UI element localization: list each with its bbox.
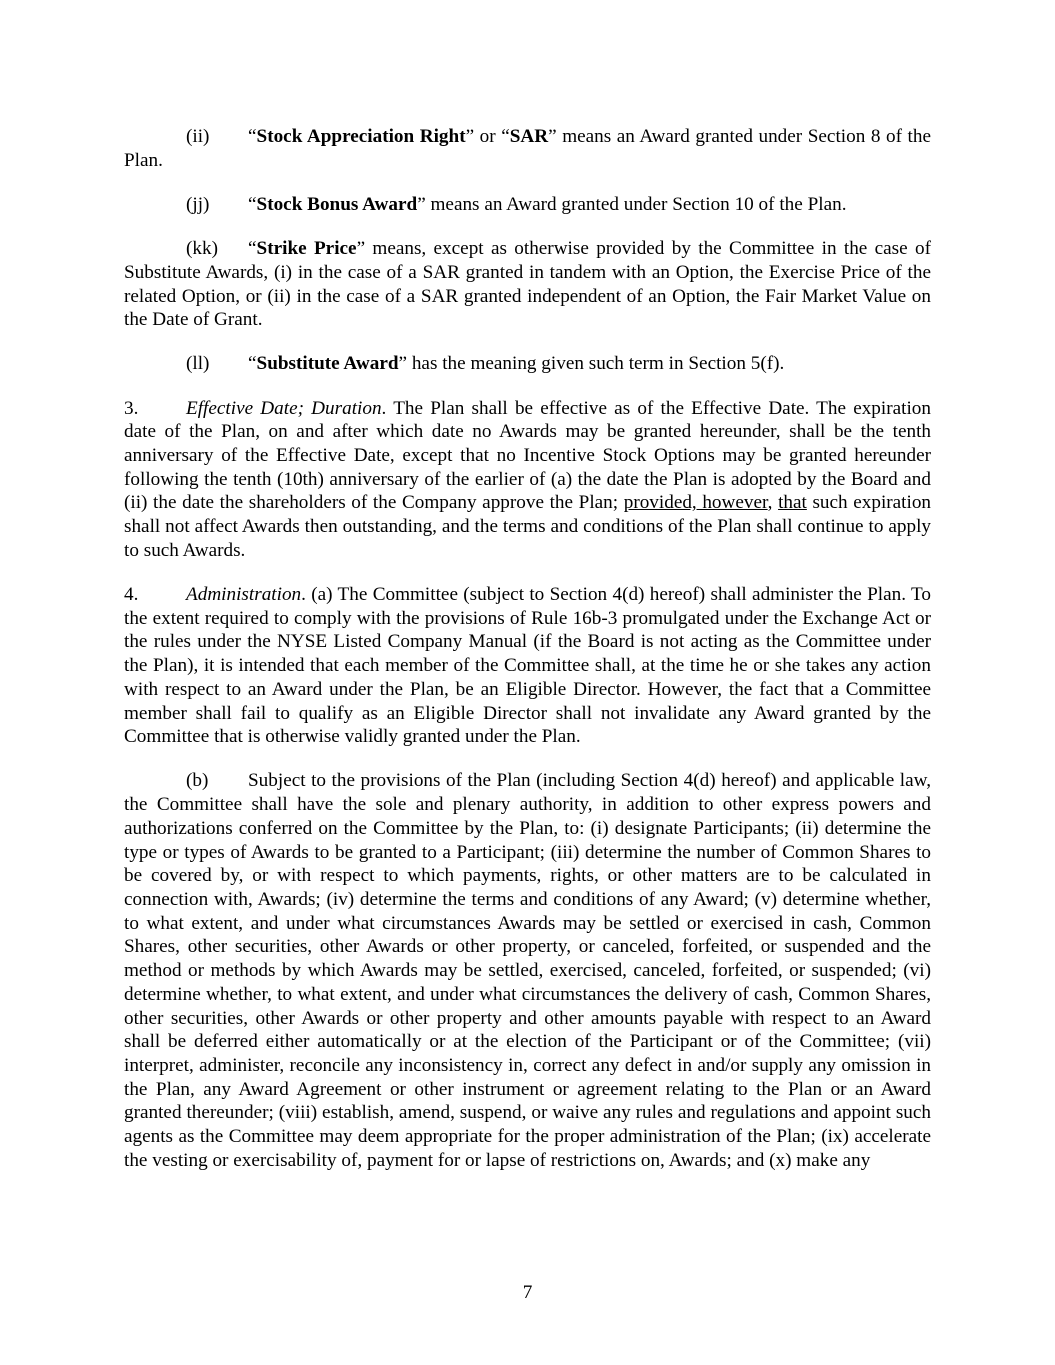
connector-text: ” or “: [465, 126, 510, 147]
definition-text: ” means, except as otherwise provided by the Committee in the case of Substitute Awards, (i) in the case of a SAR granted in tandem with an Option, the Exercise Price of the related Option, or (ii) in the case of a SAR granted independent of an Option, the Fair Market Value on the Date of Grant.: [124, 238, 931, 331]
section-3: [124, 397, 931, 563]
definition-text: ” has the meaning given such term in Section 5(f).: [398, 353, 785, 375]
definition-ii: [124, 125, 931, 172]
definition-label: (ii): [186, 126, 210, 147]
section-text: such expiration shall not affect Awards then outstanding, and the terms and conditions of the Plan shall continue to apply to such Awards.: [124, 492, 932, 561]
definition-text: ” means an Award granted under Section 10 of the Plan.: [417, 193, 847, 215]
defined-term: Substitute Award: [256, 353, 399, 375]
page-number: 7: [522, 1282, 533, 1303]
defined-term: Stock Appreciation Right: [256, 126, 466, 147]
proviso-term: that: [778, 492, 807, 514]
section-text: Subject to the provisions of the Plan (including Section 4(d) hereof) and applicable law, the Committee shall have the sole and plenary authority, in addition to other express powers and authorizations conferred on the Committee by the Plan, to: (i) designate Participants; (ii) determine the type or types of Awards to be granted to a Participant; (iii) determine the number of Common Shares to be covered by, or with respect to which payments, rights, or other matters are to be calculated in connection with, Awards; (iv) determine the terms and conditions of any Award; (v) determine whether, to what extent, and under what circumstances Awards may be settled or exercised in cash, Common Shares, other securities, other Awards or other property, or canceled, forfeited, or suspended and the method or methods by which Awards may be settled, exercised, canceled, forfeited, or suspended; (vi) determine whether, to what extent, and under what circumstances the delivery of cash, Common Shares, other securities, other Awards or other property and other amounts payable with respect to an Award shall be deferred either automatically or at the election of the Participant or of the Committee; (vii) interpret, administer, reconcile any inconsistency in, correct any defect in and/or supply any omission in the Plan, any Award Agreement or other instrument or agreement relating to the Plan or an Award granted thereunder; (viii) establish, amend, suspend, or waive any rules and regulations and appoint such agents as the Committee may deem appropriate for the proper administration of the Plan; (ix) accelerate the vesting or exercisability of, payment for or lapse of restrictions on, Awards; and (x) make any: [124, 770, 931, 1171]
section-heading: Effective Date; Duration: [186, 397, 382, 419]
subsection-label: (b): [186, 770, 209, 792]
definition-label: (kk): [186, 238, 218, 260]
defined-term: SAR: [509, 126, 549, 147]
section-number: 4.: [124, 584, 139, 606]
definition-ll: [124, 352, 931, 376]
open-quote: “: [248, 126, 257, 147]
section-4b: [124, 769, 931, 1172]
open-quote: “: [248, 353, 257, 375]
section-4: [124, 583, 931, 749]
open-quote: “: [248, 193, 257, 215]
defined-term: Strike Price: [256, 238, 357, 260]
definition-kk: [124, 237, 931, 332]
section-text: . The Plan shall be effective as of the Effective Date. The expiration date of the Plan, on and after which date no Awards may be granted hereunder, shall be the tenth anniversary of the Effective Date, except that no Incentive Stock Options may be granted hereunder following the tenth (10th) anniversary of the earlier of (a) the date the Plan is adopted by the Board and (ii) the date the shareholders of the Company approve the Plan;: [124, 397, 931, 514]
definition-jj: [124, 193, 931, 217]
open-quote: “: [248, 238, 257, 260]
section-number: 3.: [124, 397, 139, 419]
section-heading: Administration: [186, 584, 302, 606]
definition-label: (jj): [186, 193, 210, 215]
definition-text: ” means an Award granted under Section 8 of the Plan.: [124, 126, 931, 171]
page-body: [124, 125, 931, 1193]
defined-term: Stock Bonus Award: [256, 193, 418, 215]
definition-label: (ll): [186, 353, 210, 375]
section-text: ,: [767, 492, 779, 514]
section-text: . (a) The Committee (subject to Section 4(d) hereof) shall administer the Plan. To the extent required to comply with the provisions of Rule 16b-3 promulgated under the Exchange Act or the rules under the NYSE Listed Company Manual (if the Board is not acting as the Committee under the Plan), it is intended that each member of the Committee shall, at the time he or she takes any action with respect to an Award under the Plan, be an Eligible Director. However, the fact that a Committee member shall fail to qualify as an Eligible Director shall not invalidate any Award granted by the Committee that is otherwise validly granted under the Plan.: [124, 584, 931, 748]
proviso-term: provided, however: [623, 492, 768, 514]
